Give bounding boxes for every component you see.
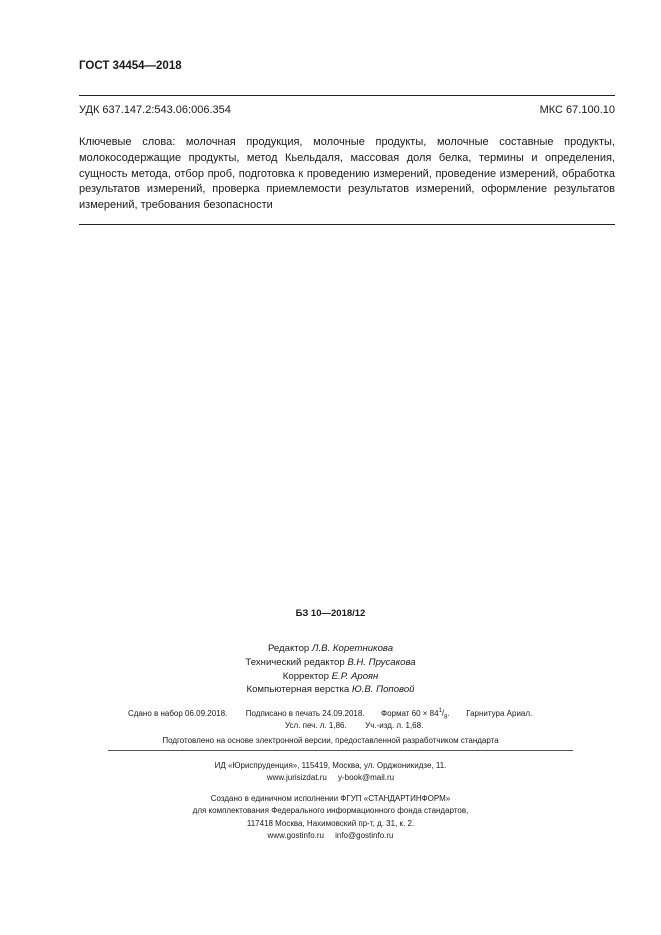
publisher-sheets: Уч.-изд. л. 1,68. — [365, 721, 424, 730]
creator-contacts: www.gostinfo.ru info@gostinfo.ru — [267, 831, 394, 841]
creator-address: 117418 Москва, Нахимовский пр-т, д. 31, к. 2. — [246, 818, 415, 828]
publisher-address: ИД «Юриспруденция», 115419, Москва, ул. Орджоникидзе, 11. — [214, 761, 447, 770]
bz-number: БЗ 10—2018/12 — [295, 608, 366, 619]
staff-editor — [0, 642, 661, 656]
mks-code: МКС 67.100.10 — [539, 104, 615, 116]
prepared-note: Подготовлено на основе электронной версии, предоставленной разработчиком стандарта — [162, 736, 499, 745]
staff-tech-editor — [0, 656, 661, 670]
staff-credits — [0, 642, 661, 697]
staff-name: Л.В. Коретникова — [311, 643, 394, 654]
publisher-block — [0, 760, 661, 785]
staff-role: Компьютерная верстка — [246, 684, 350, 696]
creator-purpose: для комплектования Федерального информационного фонда стандартов, — [192, 806, 469, 816]
imprint-divider — [108, 750, 573, 751]
staff-name: В.Н. Прусакова — [347, 656, 416, 668]
top-divider — [79, 95, 615, 96]
keywords-paragraph: Ключевые слова: молочная продукция, молочные продукты, молочные составные продукты, молокосодержащие продукты, метод Кьельдаля, массовая доля белка, термины и определения, сущность метода, отбор проб, подготовка к проведению измерений, проведение измерений, обработка результатов измерений, проверка приемлемости результатов измерений, оформление результатов измерений, требования безопасности — [79, 136, 615, 212]
creator-block — [0, 793, 661, 843]
signed-date: Подписано в печать 24.09.2018. — [245, 708, 365, 718]
staff-role: Технический редактор — [245, 656, 345, 668]
paper-format: Формат $60 \times 84^1/_8$. — [381, 708, 450, 721]
submitted-date: Сдано в набор 06.09.2018. — [128, 708, 228, 718]
staff-name: Ю.В. Поповой — [351, 684, 415, 696]
staff-corrector — [0, 670, 661, 684]
printing-line-2 — [285, 721, 423, 730]
printing-line-1 — [128, 708, 532, 720]
staff-name: Е.Р. Ароян — [331, 670, 379, 682]
udk-code: УДК 637.147.2:543.06:006.354 — [79, 104, 231, 116]
staff-role: Корректор — [282, 670, 329, 682]
staff-role: Редактор — [267, 643, 310, 654]
creator-line: Создано в единичном исполнении ФГУП «СТАНДАРТИНФОРМ» — [210, 794, 451, 803]
staff-layout — [0, 683, 661, 697]
standard-number: ГОСТ 34454—2018 — [79, 60, 182, 72]
typeface: Гарнитура Ариал. — [466, 708, 533, 718]
keywords-divider — [79, 224, 615, 225]
print-sheets: Усл. печ. л. 1,86. — [285, 721, 347, 730]
publisher-contacts: www.jurisizdat.ru y-book@mail.ru — [266, 773, 395, 783]
